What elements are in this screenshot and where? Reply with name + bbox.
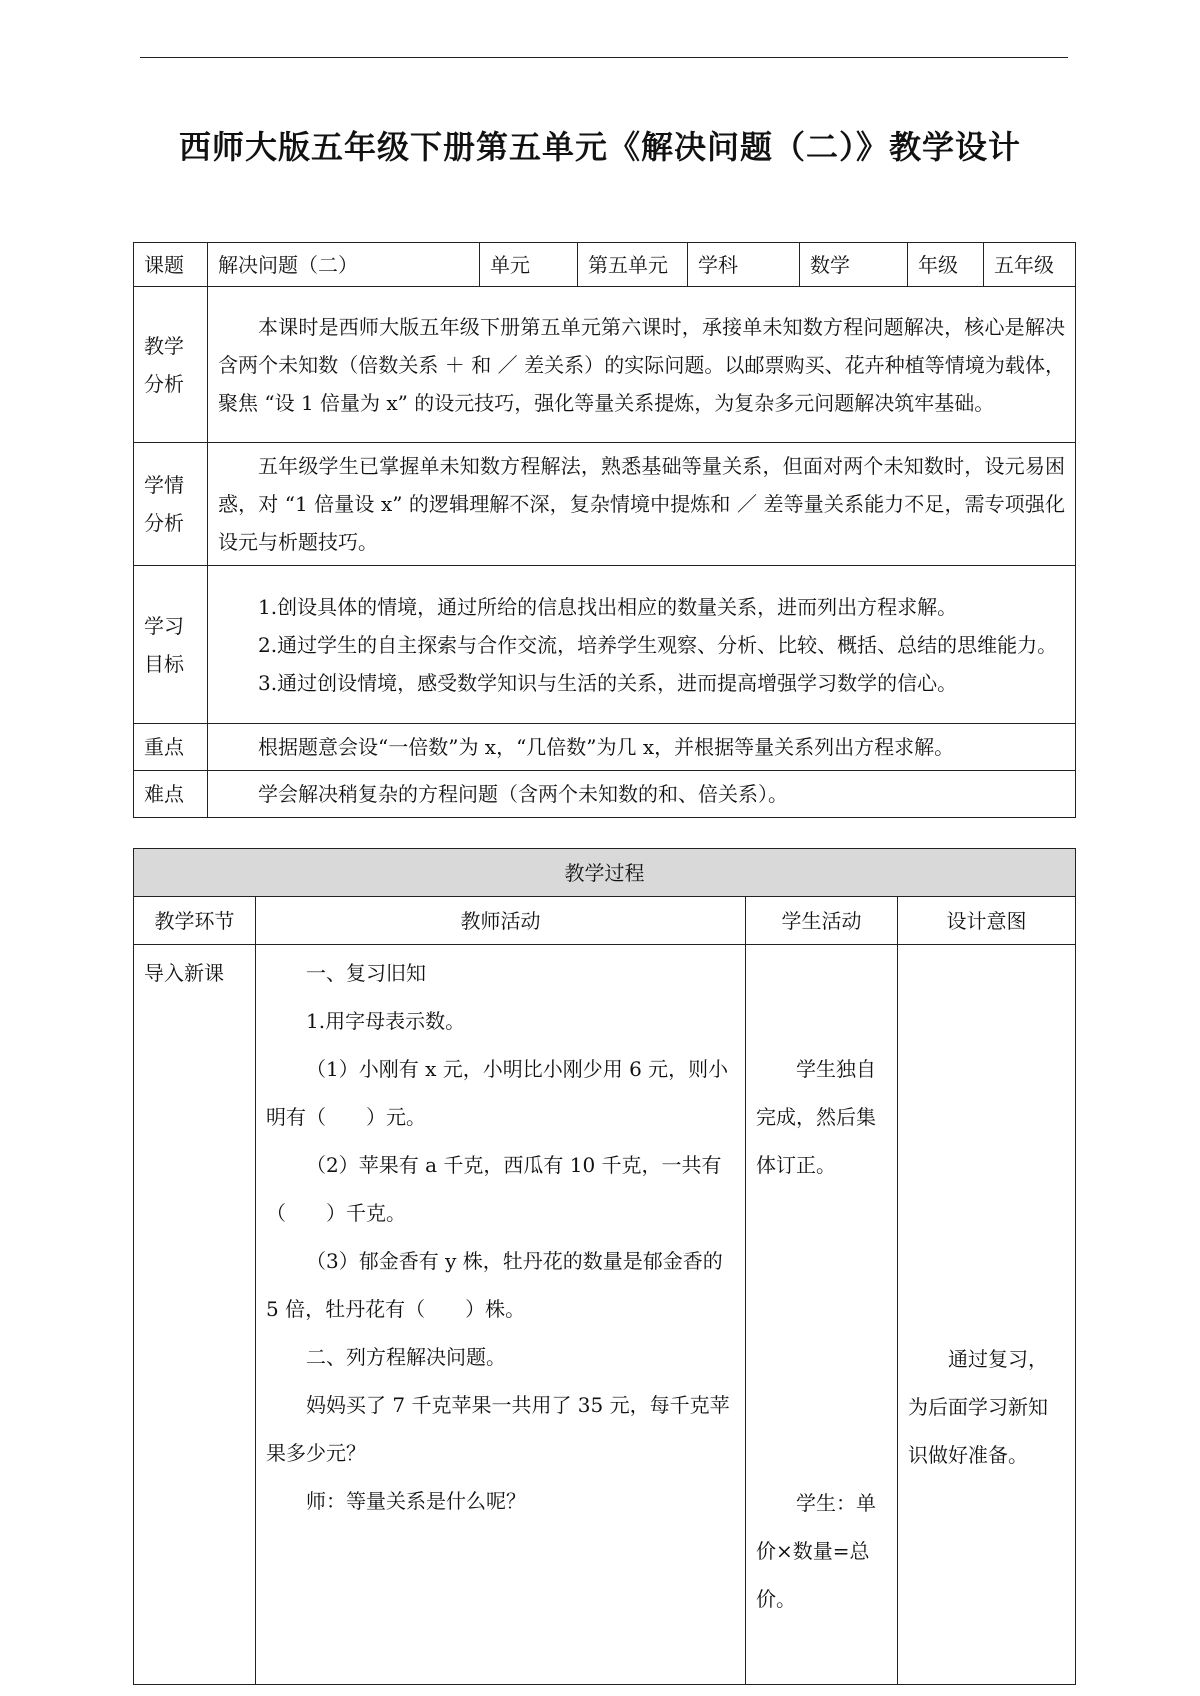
learner-analysis-text: 五年级学生已掌握单未知数方程解法，熟悉基础等量关系，但面对两个未知数时，设元易困惑，对 “1 倍量设 x” 的逻辑理解不深，复杂情境中提炼和 ／ 差等量关系能力不足，需专项强化设元与析题技巧。 bbox=[208, 443, 1076, 566]
learning-goals-text bbox=[208, 566, 1076, 724]
learning-goals-label-1: 学习 bbox=[144, 613, 184, 638]
learner-analysis-label-1: 学情 bbox=[144, 473, 184, 497]
design-intent-text: 通过复习，为后面学习新知识做好准备。 bbox=[908, 1347, 1048, 1467]
teaching-analysis-label bbox=[134, 287, 208, 443]
grade-value: 五年级 bbox=[984, 243, 1076, 287]
header-stage: 教学环节 bbox=[134, 897, 256, 945]
teacher-line: （1）小刚有 x 元，小明比小刚少用 6 元，则小明有（ ）元。 bbox=[266, 1057, 729, 1129]
topic-label: 课题 bbox=[134, 243, 208, 287]
lesson-info-table bbox=[133, 242, 1076, 818]
key-point-label: 重点 bbox=[134, 724, 208, 771]
difficulty-label: 难点 bbox=[134, 771, 208, 818]
teacher-line: 二、列方程解决问题。 bbox=[306, 1345, 506, 1369]
teaching-analysis-text: 本课时是西师大版五年级下册第五单元第六课时，承接单未知数方程问题解决，核心是解决含两个未知数（倍数关系 ＋ 和 ／ 差关系）的实际问题。以邮票购买、花卉种植等情境为载体，聚焦 “设 1 倍量为 x” 的设元技巧，强化等量关系提炼，为复杂多元问题解决筑牢基础。 bbox=[208, 287, 1076, 443]
topic-row bbox=[134, 243, 1076, 287]
learning-goals-row bbox=[134, 566, 1076, 724]
teaching-analysis-row bbox=[134, 287, 1076, 443]
student-activity-1: 学生独自完成，然后集体订正。 bbox=[756, 1057, 876, 1177]
header-rule bbox=[140, 57, 1068, 58]
subject-value: 数学 bbox=[800, 243, 908, 287]
teacher-line: （3）郁金香有 y 株，牡丹花的数量是郁金香的 5 倍，牡丹花有（ ）株。 bbox=[266, 1249, 723, 1321]
design-intent-cell bbox=[898, 945, 1076, 1685]
student-activity-2: 学生：单价×数量=总价。 bbox=[756, 1491, 876, 1611]
teacher-activity-cell bbox=[256, 945, 746, 1685]
learner-analysis-row bbox=[134, 443, 1076, 566]
stage-cell: 导入新课 bbox=[134, 945, 256, 1685]
teaching-analysis-label-2: 分析 bbox=[144, 371, 184, 396]
document-title: 西师大版五年级下册第五单元《解决问题（二）》教学设计 bbox=[178, 128, 1021, 166]
teacher-line: （2）苹果有 a 千克，西瓜有 10 千克，一共有（ ）千克。 bbox=[266, 1153, 722, 1225]
process-body-row bbox=[134, 945, 1076, 1685]
teaching-process-table bbox=[133, 848, 1076, 1685]
learner-analysis-label bbox=[134, 443, 208, 566]
unit-value: 第五单元 bbox=[578, 243, 688, 287]
teacher-line: 师：等量关系是什么呢？ bbox=[306, 1489, 526, 1513]
student-activity-cell bbox=[746, 945, 898, 1685]
unit-label: 单元 bbox=[480, 243, 578, 287]
learning-goal-item: 1.创设具体的情境，通过所给的信息找出相应的数量关系，进而列出方程求解。 bbox=[258, 594, 958, 619]
teacher-line: 妈妈买了 7 千克苹果一共用了 35 元，每千克苹果多少元？ bbox=[266, 1393, 730, 1465]
learning-goal-item: 2.通过学生的自主探索与合作交流，培养学生观察、分析、比较、概括、总结的思维能力。 bbox=[258, 632, 1058, 657]
process-section-row bbox=[134, 849, 1076, 897]
process-section-title: 教学过程 bbox=[134, 849, 1076, 897]
learning-goals-label-2: 目标 bbox=[144, 651, 184, 676]
teacher-line: 1.用字母表示数。 bbox=[306, 1009, 466, 1033]
subject-label: 学科 bbox=[688, 243, 800, 287]
grade-label: 年级 bbox=[908, 243, 984, 287]
header-student-activity: 学生活动 bbox=[746, 897, 898, 945]
process-header-row bbox=[134, 897, 1076, 945]
key-point-row bbox=[134, 724, 1076, 771]
header-design-intent: 设计意图 bbox=[898, 897, 1076, 945]
header-teacher-activity: 教师活动 bbox=[256, 897, 746, 945]
difficulty-text: 学会解决稍复杂的方程问题（含两个未知数的和、倍关系）。 bbox=[208, 771, 1076, 818]
learner-analysis-label-2: 分析 bbox=[144, 511, 184, 535]
teacher-line: 一、复习旧知 bbox=[306, 961, 426, 985]
learning-goals-label bbox=[134, 566, 208, 724]
learning-goal-item: 3.通过创设情境，感受数学知识与生活的关系，进而提高增强学习数学的信心。 bbox=[258, 670, 958, 695]
key-point-text: 根据题意会设“一倍数”为 x，“几倍数”为几 x，并根据等量关系列出方程求解。 bbox=[208, 724, 1076, 771]
teaching-analysis-label-1: 教学 bbox=[144, 333, 184, 358]
difficulty-row bbox=[134, 771, 1076, 818]
topic-value: 解决问题（二） bbox=[208, 243, 480, 287]
